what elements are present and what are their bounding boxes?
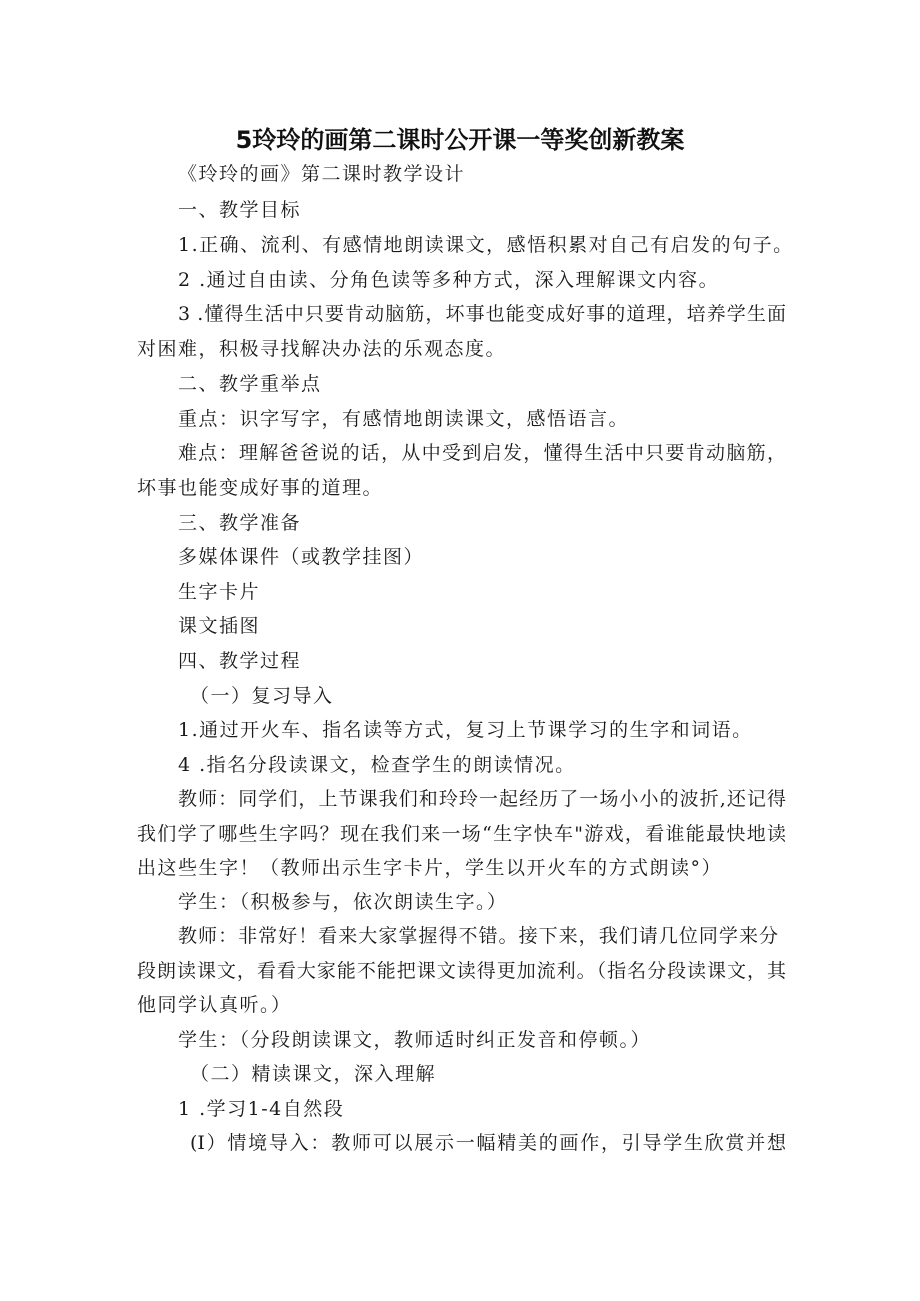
paragraph-line: 2 .通过自由读、分角色读等多种方式，深入理解课文内容。: [178, 269, 720, 291]
paragraph-line: 学生：（积极参与，依次朗读生字。）: [178, 891, 508, 913]
paragraph-line: 坏事也能变成好事的道理。: [137, 477, 384, 499]
paragraph-line: 我们学了哪些生字吗？现在我们来一场“生字快车"游戏，看谁能最快地读: [137, 823, 786, 845]
paragraph-line: 教师：非常好！看来大家掌握得不错。接下来，我们请几位同学来分: [178, 925, 778, 947]
paragraph-line: 3 .懂得生活中只要肯动脑筋，坏事也能变成好事的道理，培养学生面: [178, 303, 786, 325]
paragraph-line: (I）情境导入：教师可以展示一幅精美的画作，引导学生欣赏并想: [190, 1132, 786, 1154]
paragraph-line: 1 .学习1-4自然段: [178, 1098, 345, 1120]
paragraph-line: 重点：识字写字，有感情地朗读课文，感悟语言。: [178, 408, 630, 430]
document-title: 5玲玲的画第二课时公开课一等奖创新教案: [235, 126, 685, 154]
paragraph-line: 段朗读课文，看看大家能不能把课文读得更加流利。（指名分段读课文，其: [137, 960, 786, 982]
paragraph-line: 他同学认真听。）: [137, 994, 292, 1016]
paragraph-line: 对困难，积极寻找解决办法的乐观态度。: [137, 338, 507, 360]
paragraph-line: 4 .指名分段读课文，检查学生的朗读情况。: [178, 754, 576, 776]
subtitle: 《玲玲的画》第二课时教学设计: [178, 163, 466, 185]
paragraph-line: 学生：（分段朗读课文，教师适时纠正发音和停顿。）: [178, 1029, 652, 1051]
paragraph-line: 1.正确、流利、有感情地朗读课文，感悟积累对自己有启发的句子。: [178, 234, 794, 256]
list-item: 生字卡片: [178, 581, 261, 603]
list-item: 课文插图: [178, 615, 261, 637]
section-heading: 四、教学过程: [178, 650, 302, 672]
section-heading: 二、教学重举点: [178, 373, 322, 395]
subsection-heading: （二）精读课文，深入理解: [190, 1063, 437, 1085]
section-heading: 一、教学目标: [178, 199, 302, 221]
paragraph-line: 出这些生字！（教师出示生字卡片，学生以开火车的方式朗读°）: [137, 857, 723, 879]
section-heading: 三、教学准备: [178, 512, 302, 534]
paragraph-line: 教师：同学们，上节课我们和玲玲一起经历了一场小小的波折,还记得: [178, 788, 786, 810]
paragraph-line: 1.通过开火车、指名读等方式，复习上节课学习的生字和词语。: [178, 719, 753, 741]
paragraph-line: 难点：理解爸爸说的话，从中受到启发，懂得生活中只要肯动脑筋，: [178, 442, 786, 464]
list-item: 多媒体课件（或教学挂图）: [178, 546, 425, 568]
subsection-heading: （一）复习导入: [190, 685, 334, 707]
